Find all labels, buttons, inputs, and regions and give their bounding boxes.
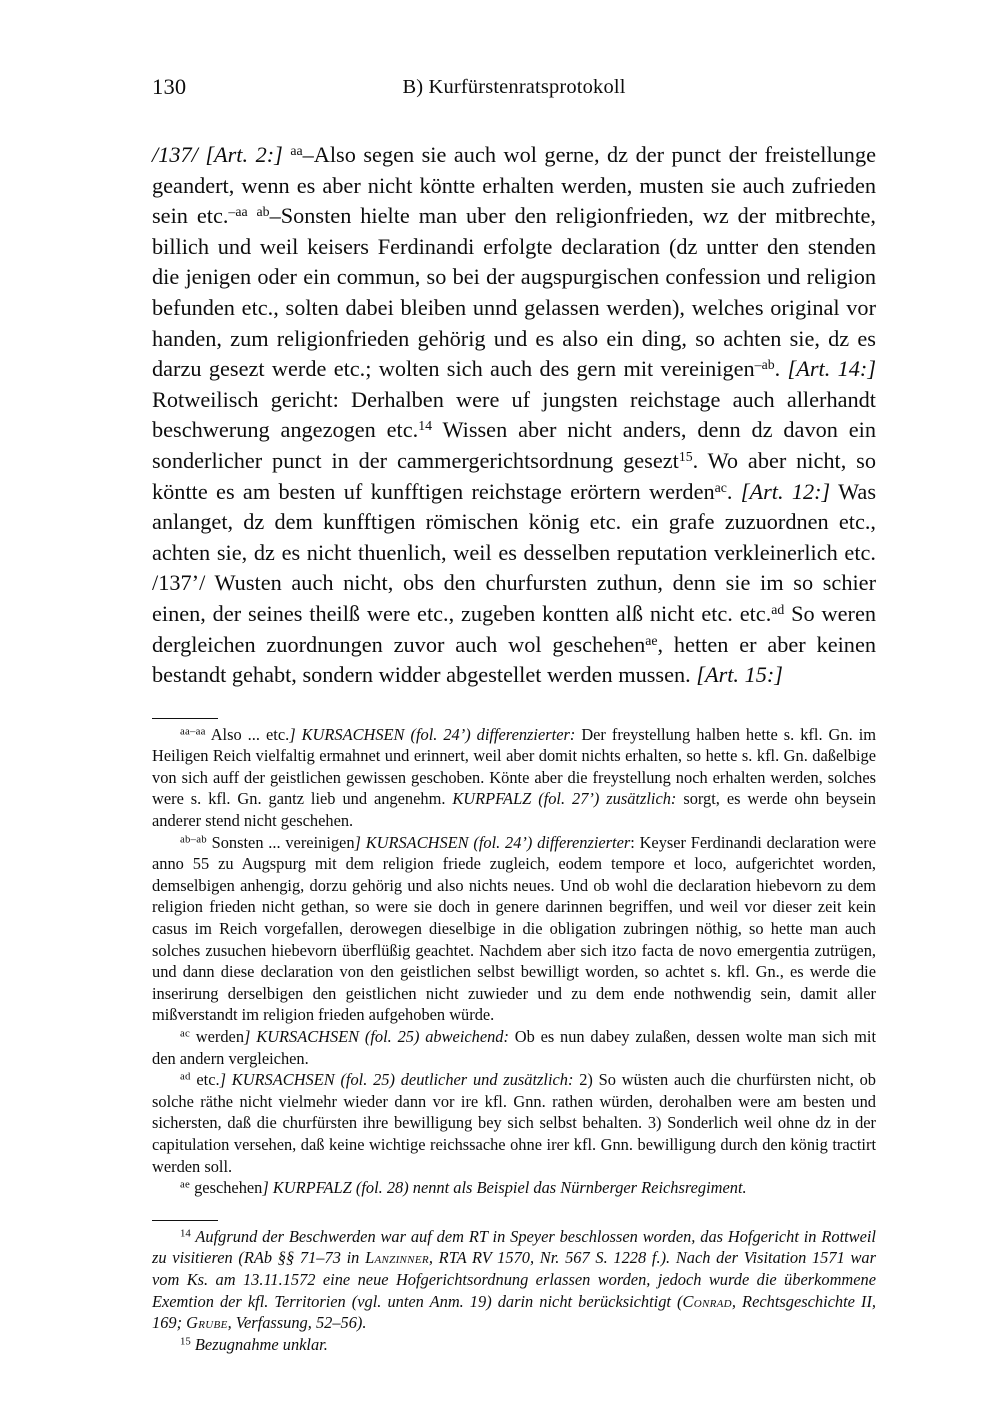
italic-run: ] KURPFALZ (fol. 28) nennt als Beispiel das Nürnberger Reichsregiment. <box>262 1178 747 1198</box>
text-run: Was anlanget, dz dem kunfftigen römischen könig etc. ein grafe zuzuordnen etc., achten sie, dz es nicht thuenlich, weil es desselben reputation verkleinerlich etc. /137’/ Wusten auch nicht, obs den churfursten zuthun, denn sie im so schier einen, der seines theilß were etc., zugeben kontten alß nicht etc. etc. <box>152 478 876 626</box>
page-content-area <box>152 72 876 1355</box>
text-run: sorgt, es werde ohn beysein anderer stend nicht geschehen. <box>152 789 876 831</box>
italic-run: , Verfassung, 52–56). <box>227 1313 367 1333</box>
text-run: Rotweilisch gericht: Derhalben were uf jungsten reichstage auch allerhandt beschwerung angezogen etc. <box>152 386 876 443</box>
note-reference-marker: –ab <box>754 356 775 372</box>
italic-run: ] KURSACHSEN (fol. 24’) differenzierter: <box>289 724 576 744</box>
text-run: Ob es nun dabey zulaßen, dessen wolte man sich mit den andern vergleichen. <box>152 1027 876 1068</box>
small-caps-name: Conrad <box>682 1291 732 1311</box>
italic-run: /137/ [Art. 2:] <box>152 142 291 167</box>
text-run: Der freystellung halben hette s. kfl. Gn. im Heiligen Reich vielfaltig ermahnet und erinnert, weil aber domit nichts erhalten, so hette s. kfl. Gn. daßelbige von sich auff der geistlichen gewissen geschoben. Könte aber die freystellung noch erhalten werden, solches were s. kfl. Gn. gantz lieb und angenehm. <box>152 724 876 809</box>
footnote <box>152 1226 876 1334</box>
running-head <box>152 72 876 114</box>
note-reference-marker: 15 <box>678 448 693 464</box>
apparatus-note-sign: ad <box>180 1070 191 1083</box>
note-reference-marker: ad <box>771 601 785 617</box>
apparatus-note-sign: ac <box>180 1027 190 1040</box>
italic-run: [Art. 14:] <box>787 356 877 382</box>
numbered-footnotes <box>152 1220 876 1356</box>
text-run: –Also segen sie auch wol gerne, dz der punct der freistellunge geandert, wenn es aber nicht köntte erhalten werden, musten sie auch zufrieden sein etc. <box>152 142 876 229</box>
apparatus-note-list <box>152 724 876 1199</box>
text-run: –Sonsten hielte man uber den religionfrieden, wz der mitbrechte, billich und weil keisers Ferdinandi erfolgte declaration (dz untter den stenden die jenigen oder ein commun, so bei der augspurgischen confession und religion befunden etc., solten dabei bleiben unnd gelassen werden), welches original vor handen, zum religionfrieden gehörig und es also ein ding, so achten sie, dz es darzu gesezt werde etc.; wolten sich auch des gern mit vereinigen <box>152 203 876 382</box>
italic-run: , Rechtsgeschichte II, 169; <box>152 1291 876 1333</box>
running-title: B) Kurfürstenratsprotokoll <box>402 76 626 98</box>
critical-apparatus <box>152 718 876 1199</box>
text-run <box>248 203 257 228</box>
note-reference-marker: –aa <box>228 204 248 219</box>
apparatus-note <box>152 724 876 832</box>
text-run: etc. <box>190 1070 220 1090</box>
italic-run: ] KURSACHSEN (fol. 24’) differenzierter <box>354 832 631 852</box>
text-run: . <box>774 356 788 382</box>
apparatus-note-sign: ae <box>180 1178 190 1191</box>
apparatus-note <box>152 1177 876 1199</box>
note-reference-marker: ab <box>256 204 270 219</box>
text-run: . Wo aber nicht, so köntte es am besten uf kunfftigen reichstage erörtern werden <box>152 447 876 504</box>
italic-run: ] KURSACHSEN (fol. 25) deutlicher und zusätzlich: <box>219 1070 574 1090</box>
small-caps-name: Grube <box>186 1313 228 1333</box>
page-number: 130 <box>152 74 187 99</box>
footnote-list <box>152 1226 876 1356</box>
italic-run: [Art. 15:] <box>696 662 783 688</box>
note-reference-marker: ae <box>645 632 658 648</box>
note-reference-marker: ac <box>714 479 727 495</box>
text-run: . <box>726 478 741 504</box>
note-reference-marker: 14 <box>418 418 433 434</box>
text-run: werden <box>190 1027 245 1046</box>
text-run: So weren dergleichen zuordnungen zuvor auch wol geschehen <box>152 600 877 657</box>
footnote <box>152 1334 876 1356</box>
text-run: : Keyser Ferdinandi declaration were anno 55 zu Augspurg mit dem religion friede zugleich, eodem tempore et loco, aufgerichtet worden, demselbigen anhengig, dorzu gehörig und also nichts neues. Und ob wohl die declaration hiebevorn zu dem religion frieden nicht gethan, so were sie doch in genere darinnen begriffen, und weil vor dieser zeit kein casus im Reich vorgefallen, derowegen dieselbige in die obligation zubringen nöthig, so hette man auch solches zusuchen hiebevorn überflüßig geachtet. Nachdem aber sich itzo facta de novo emergentia zutrügen, und dann diese declaration von den geistlichen selbst bewilligt worden, so achtet s. kfl. Gn., es werde die inserirung derselbigen den geistlichen nicht zuwieder und zu dem ende nothwendig sein, damit aller mißverstandt im religion frieden aufgehoben würde. <box>152 832 877 1025</box>
apparatus-note <box>152 1026 876 1069</box>
text-run: 2) So wüsten auch die churfürsten nicht, ob solche räthe nicht vielmehr wieder dann vor ire kfl. Gnn. rathen würden, derohalben were am besten und sichersten, daß die churfürsten ihre bewilligung bey sich selbst behalten. 3) Sonderlich weil ohne dz in der capitulation versehen, daß keine wichtige reichssache ohne irer kfl. Gnn. bewilligung durch den könig tractirt werden soll. <box>152 1070 876 1176</box>
apparatus-note-sign: ab–ab <box>180 833 207 846</box>
footnote-number: 15 <box>180 1335 191 1348</box>
italic-run: ] KURSACHSEN (fol. 25) abweichend: <box>244 1027 509 1046</box>
text-run: , hetten er aber keinen bestandt gehabt, sondern widder abgestellet werden mussen. <box>152 631 876 688</box>
text-run: Sonsten ... vereinigen <box>206 832 355 852</box>
apparatus-note <box>152 1069 876 1177</box>
note-reference-marker: aa <box>290 142 303 158</box>
main-edition-text <box>152 140 876 691</box>
small-caps-name: Lanzinner <box>365 1248 429 1268</box>
italic-run: [Art. 12:] <box>740 478 831 504</box>
text-run: geschehen <box>190 1178 263 1198</box>
apparatus-separator-rule <box>152 718 218 719</box>
italic-run: KURPFALZ (fol. 27’) zusätzlich: <box>452 789 677 809</box>
text-run: Wissen aber nicht anders, denn dz davon ein sonderlicher punct in der cammergerichtsordnung gesezt <box>152 417 876 473</box>
italic-run: Bezugnahme unklar. <box>190 1334 328 1354</box>
footnote-separator-rule <box>152 1220 218 1221</box>
italic-run: Aufgrund der Beschwerden war auf dem RT in Speyer beschlossen worden, das Hofgericht in Rottweil zu visitieren (RAb §§ 71–73 in <box>152 1226 876 1268</box>
italic-run: , RTA RV 1570, Nr. 567 S. 1228 f.). Nach der Visitation 1571 war vom Ks. am 13.11.1572 eine neue Hofgerichtsordnung erlassen worden, jedoch wurde die überkommene Exemtion der kfl. Territorien (vgl. unten Anm. 19) darin nicht berücksichtigt ( <box>152 1248 876 1311</box>
apparatus-note-sign: aa–aa <box>180 725 206 738</box>
text-run: Also ... etc. <box>205 724 290 744</box>
apparatus-note <box>152 832 876 1026</box>
footnote-number: 14 <box>180 1227 191 1240</box>
